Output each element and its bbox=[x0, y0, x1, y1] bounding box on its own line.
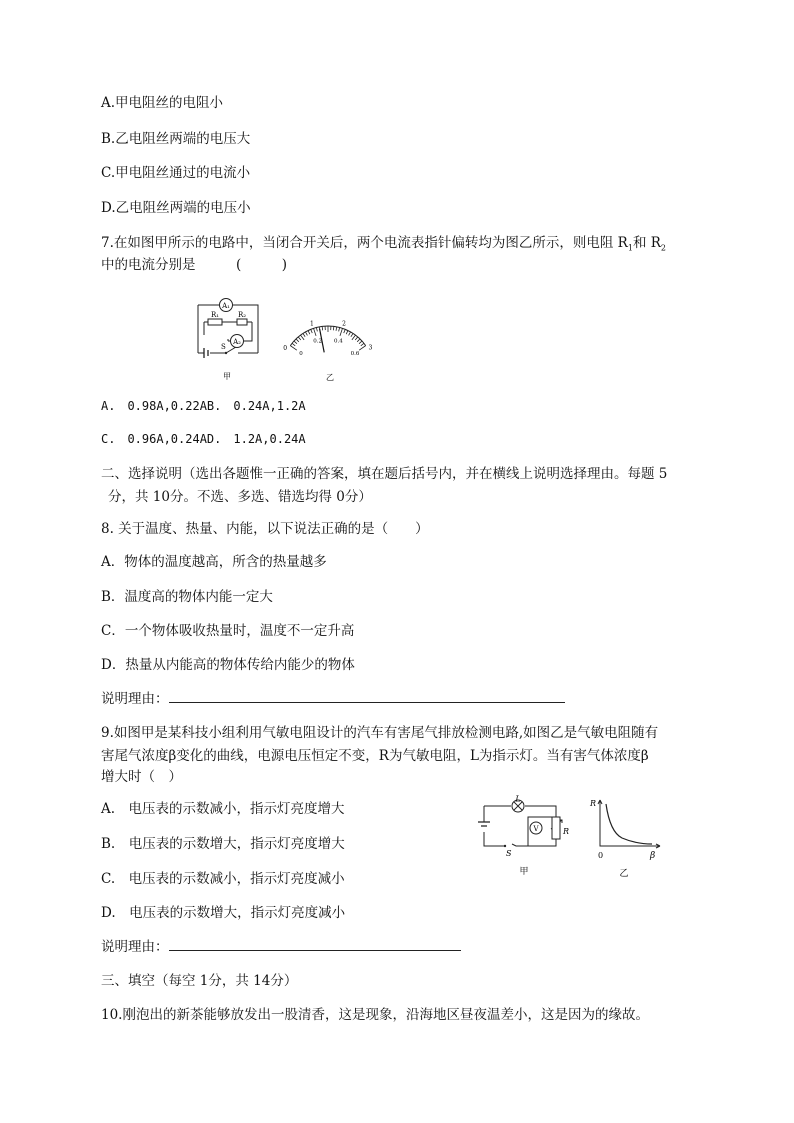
dial-tick bbox=[351, 333, 353, 336]
dial-tick bbox=[357, 339, 360, 342]
dial-tick bbox=[322, 326, 323, 330]
dial-tick bbox=[298, 337, 301, 340]
caption-jia: 甲 bbox=[519, 867, 529, 877]
q9-option-c: C. 电压表的示数减小，指示灯亮度减小 bbox=[101, 871, 345, 887]
dial-tick bbox=[359, 346, 366, 351]
dial-top-label: 3 bbox=[368, 344, 373, 352]
switch-label: S bbox=[506, 849, 512, 858]
gas-resistor-label: R bbox=[563, 827, 570, 836]
curve bbox=[606, 804, 652, 844]
q7-stem-line1 bbox=[101, 234, 666, 258]
q9-stem-line2: 害尾气浓度β变化的曲线，电源电压恒定不变，R为气敏电阻，L为指示灯。当有害气体浓度β bbox=[101, 748, 649, 764]
battery-icon bbox=[478, 822, 490, 826]
dial-tick bbox=[349, 332, 351, 335]
q7-options-ab: A. 0.98A,0.22AB. 0.24A,1.2A bbox=[101, 399, 306, 413]
resistor-r2-icon bbox=[237, 319, 247, 325]
dial-tick bbox=[301, 335, 305, 340]
dial-top-label: 2 bbox=[342, 320, 346, 328]
q6-option-b: B.乙电阻丝两端的电压大 bbox=[101, 131, 251, 147]
q9-stem-line1: 9.如图甲是某科技小组利用气敏电阻设计的汽车有害尾气排放检测电路,如图乙是气敏电阻随有 bbox=[101, 725, 659, 741]
q6-option-d: D.乙电阻丝两端的电压小 bbox=[101, 200, 251, 216]
dial-tick bbox=[303, 333, 305, 336]
dial-tick bbox=[314, 328, 317, 336]
resistor-r2-label: R₂ bbox=[237, 311, 247, 319]
resistor-r1-icon bbox=[208, 319, 222, 325]
resistor-r1-label: R₁ bbox=[210, 311, 220, 319]
dial-tick bbox=[359, 341, 362, 344]
q6-option-c: C.甲电阻丝通过的电流小 bbox=[101, 165, 251, 181]
caption-yi: 乙 bbox=[326, 373, 334, 382]
q10-stem: 10.刚泡出的新茶能够放发出一股清香，这是现象，沿海地区昼夜温差小，这是因为的缘故。 bbox=[101, 1007, 649, 1023]
ammeter-a2-label: A₂ bbox=[233, 338, 241, 346]
q8-reason-blank[interactable] bbox=[169, 690, 565, 703]
q8-option-a: A．物体的温度越高，所含的热量越多 bbox=[101, 554, 327, 570]
q7-circuit-diagram bbox=[190, 295, 270, 385]
gas-resistor-icon bbox=[552, 817, 560, 839]
q8-stem: 8. 关于温度、热量、内能，以下说法正确的是（ ） bbox=[101, 521, 429, 537]
dial-top-label: 1 bbox=[310, 320, 314, 328]
ammeter-a1-label: A₁ bbox=[222, 302, 230, 310]
axis-x-label: β bbox=[650, 851, 656, 861]
q9-option-a: A. 电压表的示数减小，指示灯亮度增大 bbox=[101, 801, 345, 817]
q9-reason-label: 说明理由： bbox=[101, 939, 169, 955]
q8-option-c: C．一个物体吸收热量时，温度不一定升高 bbox=[101, 623, 355, 639]
q7-stem-mid: 和 R bbox=[632, 235, 661, 251]
axes bbox=[600, 800, 660, 846]
q7-stem-text: 7.在如图甲所示的电路中，当闭合开关后，两个电流表指针偏转均为图乙所示，则电阻 R bbox=[101, 235, 628, 251]
dial-bottom-label: 0.2 bbox=[313, 338, 322, 345]
dial-tick bbox=[352, 335, 356, 340]
section2-heading-line2: 分，共 10分。不选、多选、错选均得 0分） bbox=[108, 489, 372, 505]
dial-tick bbox=[294, 341, 297, 344]
battery-icon bbox=[204, 348, 208, 358]
dial-tick bbox=[344, 329, 345, 333]
switch-icon bbox=[225, 352, 227, 354]
q9-option-d: D. 电压表的示数增大，指示灯亮度减小 bbox=[101, 905, 346, 921]
switch-icon bbox=[504, 845, 506, 847]
dial-tick bbox=[333, 326, 334, 330]
q9-reason bbox=[101, 938, 461, 956]
dial-tick bbox=[305, 332, 307, 335]
dial-tick bbox=[361, 343, 364, 345]
dial-bottom-label: 0.4 bbox=[334, 338, 343, 345]
q9-resistance-curve bbox=[588, 790, 668, 880]
q7-options-cd: C. 0.96A,0.24AD. 1.2A,0.24A bbox=[101, 432, 306, 446]
dial-tick bbox=[292, 343, 295, 345]
axis-origin-label: 0 bbox=[598, 851, 604, 860]
dial-tick bbox=[340, 328, 343, 336]
caption-yi: 乙 bbox=[619, 869, 629, 879]
section3-heading: 三、填空（每空 1分，共 14分） bbox=[101, 973, 298, 989]
q8-option-b: B．温度高的物体内能一定大 bbox=[101, 589, 273, 605]
dial-bottom-label: 0.6 bbox=[350, 351, 360, 358]
dial-tick bbox=[296, 339, 299, 342]
q9-circuit-diagram bbox=[476, 792, 576, 880]
q8-reason bbox=[101, 690, 565, 708]
dial-top-label: 0 bbox=[283, 345, 288, 353]
dial-tick bbox=[339, 327, 340, 331]
q8-reason-label: 说明理由： bbox=[101, 691, 169, 707]
lamp-label: L bbox=[515, 794, 521, 804]
q9-reason-blank[interactable] bbox=[169, 938, 461, 951]
dial-tick bbox=[316, 327, 317, 331]
dial-tick bbox=[355, 337, 358, 340]
dial-tick bbox=[346, 331, 348, 335]
dial-tick bbox=[336, 327, 337, 331]
voltmeter-label: V bbox=[533, 825, 539, 833]
dial-tick bbox=[290, 346, 297, 351]
axis-y-label: R bbox=[590, 799, 597, 808]
r2-subscript: 2 bbox=[660, 243, 666, 253]
dial-bottom-label: 0 bbox=[299, 351, 303, 358]
section2-heading-line1: 二、选择说明（选出各题惟一正确的答案，填在题后括号内，并在横线上说明选择理由。每题 5 bbox=[101, 466, 668, 482]
q8-option-d: D．热量从内能高的物体传给内能少的物体 bbox=[101, 657, 355, 673]
switch-label: S bbox=[221, 343, 226, 351]
r1-subscript: 1 bbox=[627, 243, 633, 253]
q6-option-a: A.甲电阻丝的电阻小 bbox=[101, 95, 224, 111]
q7-ammeter-dial bbox=[278, 300, 388, 388]
caption-jia: 甲 bbox=[223, 372, 231, 381]
q9-option-b: B. 电压表的示数增大，指示灯亮度增大 bbox=[101, 836, 345, 852]
q9-stem-line3: 增大时（ ） bbox=[101, 769, 182, 785]
dial-tick bbox=[311, 329, 312, 333]
dial-tick bbox=[308, 331, 310, 335]
q7-stem-line2: 中的电流分别是 ( ) bbox=[101, 257, 288, 273]
